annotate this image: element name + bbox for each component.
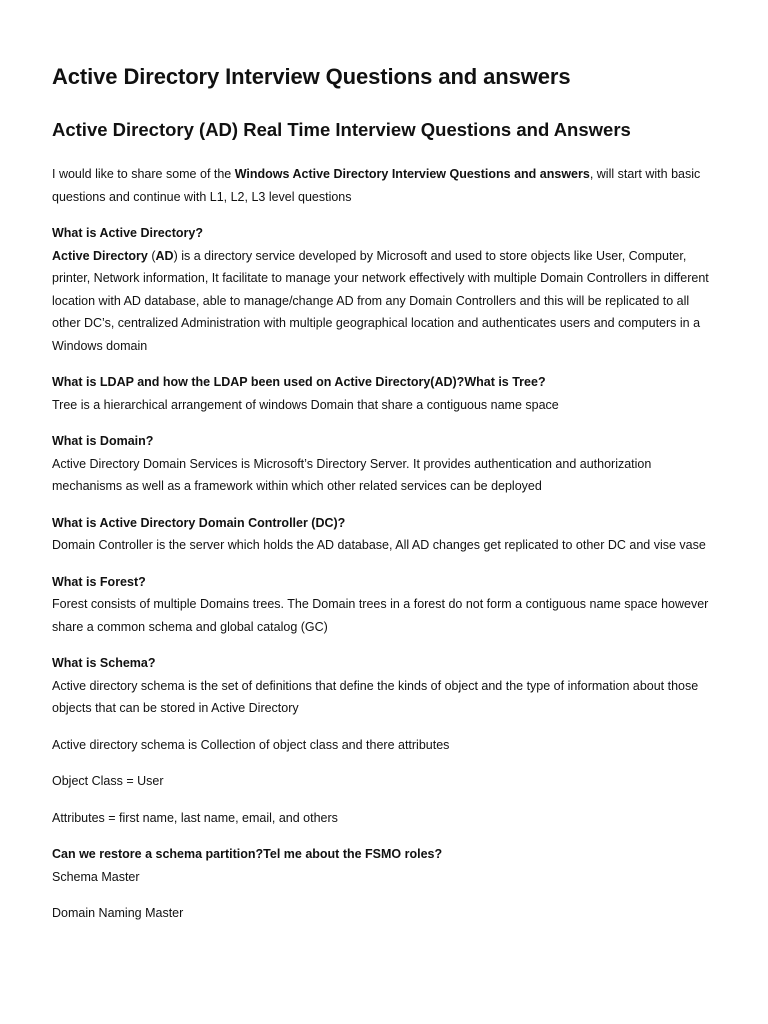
schema-extra-line: Active directory schema is Collection of object class and there attributes bbox=[52, 737, 450, 752]
qa-section-domain-controller bbox=[52, 512, 716, 557]
page-title: Active Directory Interview Questions and answers bbox=[52, 64, 571, 89]
qa-section-fsmo bbox=[52, 843, 716, 925]
fsmo-role-item: Domain Naming Master bbox=[52, 906, 184, 920]
fsmo-role-item: Schema Master bbox=[52, 869, 140, 884]
intro-text-after: , will start with basic questions and continue with L1, L2, L3 level questions bbox=[52, 167, 701, 204]
answer-text: Forest consists of multiple Domains trees. The Domain trees in a forest do not form a contiguous name space however share a common schema and global catalog (GC) bbox=[52, 597, 709, 634]
qa-section-domain bbox=[52, 430, 716, 498]
answer-text bbox=[52, 245, 716, 358]
question-heading: What is Active Directory Domain Controller (DC)? bbox=[52, 515, 346, 530]
question-heading: What is Schema? bbox=[52, 656, 156, 670]
question-heading: What is Forest? bbox=[52, 574, 146, 589]
schema-extra-line: Attributes = first name, last name, email, and others bbox=[52, 810, 338, 825]
intro-text-bold: Windows Active Directory Interview Questions and answers bbox=[234, 167, 590, 181]
answer-text: Active Directory Domain Services is Microsoft’s Directory Server. It provides authentication and authorization mechanisms as well as a framework within which other related services can be deployed bbox=[52, 456, 652, 493]
answer-rest: ) is a directory service developed by Microsoft and used to store objects like User, Computer, printer, Network information, It facilitate to manage your network effectively with multiple Domain Controllers in different location with AD database, able to manage/change AD from any Domain Controllers and this will be replicated to all other DC’s, centralized Administration with multiple geographical location and authenticates users and computers in a Windows domain bbox=[52, 248, 709, 353]
schema-extra-line: Object Class = User bbox=[52, 774, 164, 788]
intro-paragraph bbox=[52, 163, 716, 208]
qa-section-ldap-tree bbox=[52, 371, 716, 416]
answer-text: Domain Controller is the server which holds the AD database, All AD changes get replicated to other DC and vise vase bbox=[52, 538, 706, 552]
question-heading: What is Active Directory? bbox=[52, 226, 203, 240]
question-heading: What is Domain? bbox=[52, 434, 154, 448]
answer-paren: ( bbox=[147, 248, 156, 263]
qa-section-schema bbox=[52, 652, 716, 720]
answer-bold-abbr: AD bbox=[155, 248, 174, 263]
qa-section-active-directory bbox=[52, 222, 716, 357]
answer-text: Active directory schema is the set of definitions that define the kinds of object and the type of information about those objects that can be stored in Active Directory bbox=[52, 678, 699, 715]
page-subtitle: Active Directory (AD) Real Time Interview Questions and Answers bbox=[52, 119, 631, 140]
qa-section-forest bbox=[52, 571, 716, 639]
question-heading: What is LDAP and how the LDAP been used on Active Directory(AD)?What is Tree? bbox=[52, 375, 546, 389]
intro-text-before: I would like to share some of the bbox=[52, 167, 235, 181]
question-heading: Can we restore a schema partition?Tel me about the FSMO roles? bbox=[52, 847, 443, 861]
answer-text: Tree is a hierarchical arrangement of windows Domain that share a contiguous name space bbox=[52, 397, 559, 412]
answer-bold-term: Active Directory bbox=[52, 248, 148, 263]
